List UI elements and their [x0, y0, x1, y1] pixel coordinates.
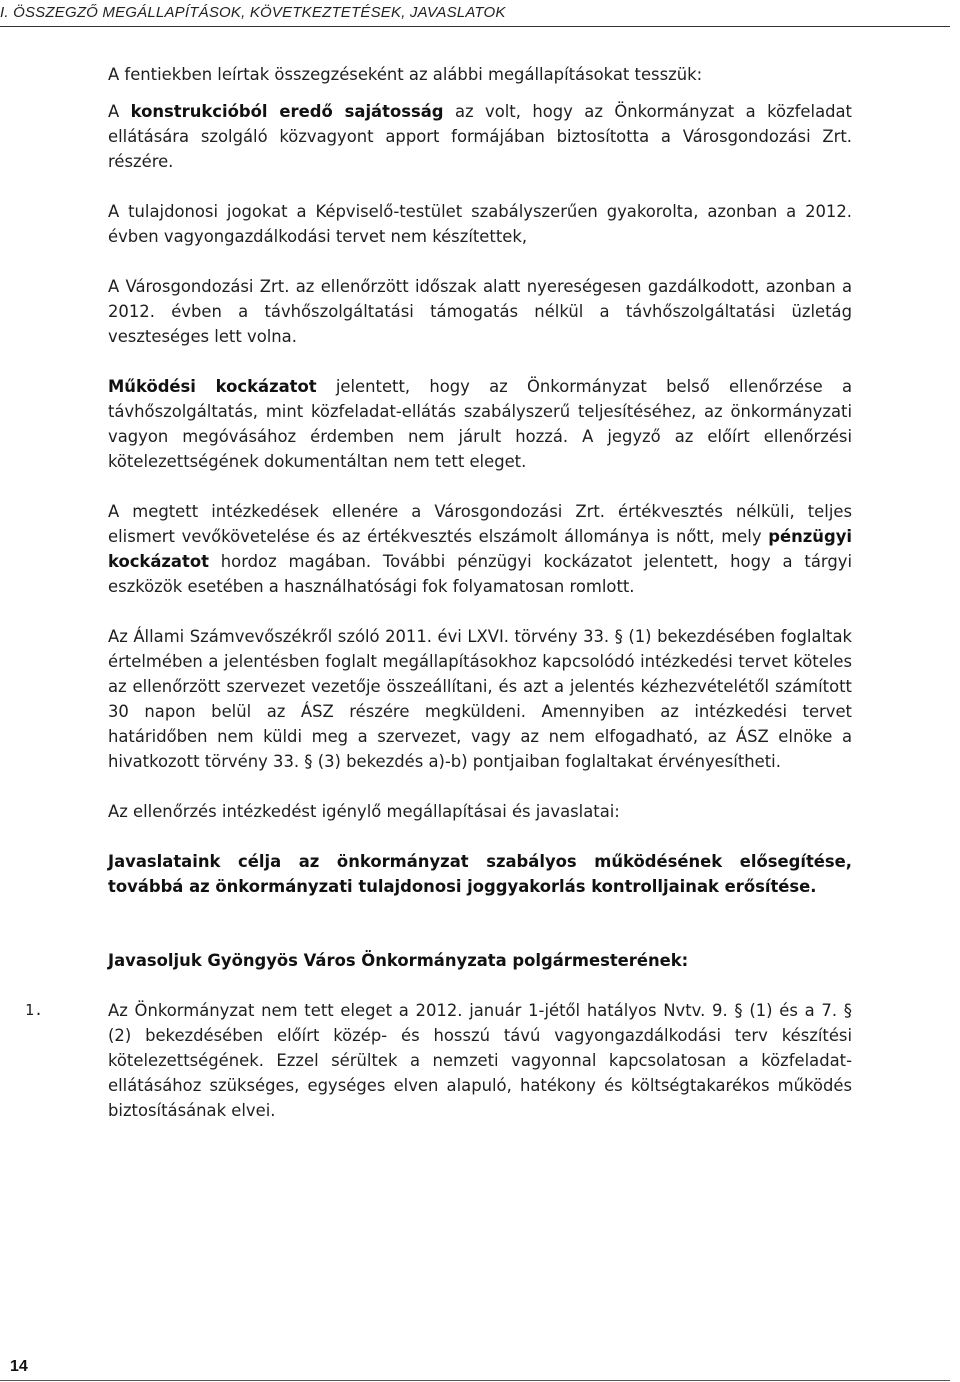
header-divider: [0, 26, 950, 27]
page-number: 14: [10, 1358, 28, 1375]
legal-basis-paragraph: Az Állami Számvevőszékről szóló 2011. évi LXVI. törvény 33. § (1) bekezdésében foglaltak értelmében a jelentésben foglalt megállapításokhoz kapcsolódó intézkedési tervet köteles az ellenőrzött szervezet vezetője összeállítani, és azt a jelentés kézhezvételétől számított 30 napon belül az ÁSZ részére megküldeni. Amennyiben az intézkedési tervet határidőben nem küldi meg a szervezet, vagy az nem elfogadható, az ÁSZ elnöke a hivatkozott törvény 33. § (3) bekezdés a)-b) pontjaiban foglaltakat érvényesítheti.: [108, 627, 852, 771]
construction-paragraph: [108, 99, 852, 174]
construction-text: az volt, hogy az Önkormányzat a közfeladat ellátására szolgáló közvagyont apport formájában biztosította a Városgondozási Zrt. részére.: [108, 102, 852, 171]
recommendations-addressee: Javasoljuk Gyöngyös Város Önkormányzata polgármesterének:: [108, 951, 689, 970]
ownership-paragraph: A tulajdonosi jogokat a Képviselő-testület szabályszerűen gyakorolta, azonban a 2012. évben vagyongazdálkodási tervet nem készítettek,: [108, 202, 852, 246]
financial-risk-text: hordoz magában. További pénzügyi kockázatot jelentett, hogy a tárgyi eszközök esetében a használhatósági fok folyamatosan romlott.: [108, 552, 852, 596]
findings-intro-paragraph: Az ellenőrzés intézkedést igénylő megállapításai és javaslatai:: [108, 802, 620, 821]
section-header: I. ÖSSZEGZŐ MEGÁLLAPÍTÁSOK, KÖVETKEZTETÉSEK, JAVASLATOK: [0, 4, 506, 21]
recommendation-number: 1.: [25, 1001, 44, 1019]
construction-highlight: konstrukcióból eredő sajátosság: [130, 102, 444, 121]
financial-risk-paragraph: [108, 499, 852, 599]
operational-risk-highlight: Működési kockázatot: [108, 377, 317, 396]
recommendation-item: [25, 998, 852, 1123]
profitability-paragraph: A Városgondozási Zrt. az ellenőrzött időszak alatt nyereségesen gazdálkodott, azonban a 2012. évben a távhőszolgáltatási támogatás nélkül a távhőszolgáltatási üzletág veszteséges lett volna.: [108, 277, 852, 346]
financial-risk-highlight: pénzügyi kockázatot: [108, 527, 852, 571]
document-body: [25, 62, 853, 1123]
recommendations-goal-paragraph: Javaslataink célja az önkormányzat szabályos működésének elősegítése, továbbá az önkormányzati tulajdonosi joggyakorlás kontrolljainak erősítése.: [108, 852, 852, 896]
financial-risk-lead: A megtett intézkedések ellenére a Városgondozási Zrt. értékvesztés nélküli, teljes elismert vevőkövetelése és az értékvesztés elszámolt állománya is nőtt, mely: [108, 502, 852, 546]
intro-paragraph: A fentiekben leírtak összegzéseként az alábbi megállapításokat tesszük:: [108, 65, 703, 84]
recommendation-text: Az Önkormányzat nem tett eleget a 2012. január 1-jétől hatályos Nvtv. 9. § (1) és a 7. § (2) bekezdésében előírt közép- és hosszú távú vagyongazdálkodási terv készítési kötelezettségének. Ezzel sérültek a nemzeti vagyonnal kapcsolatosan a közfeladat-ellátásához szükséges, egységes elven alapuló, hatékony és költségtakarékos működés biztosításának elvei.: [108, 1001, 852, 1120]
construction-lead: A: [108, 102, 131, 121]
footer-divider: [0, 1380, 950, 1381]
operational-risk-paragraph: [108, 374, 852, 474]
operational-risk-text: jelentett, hogy az Önkormányzat belső ellenőrzése a távhőszolgáltatás, mint közfeladat-ellátás szabályszerű teljesítéséhez, az önkormányzati vagyon megóvásához érdemben nem járult hozzá. A jegyző az előírt ellenőrzési kötelezettségének dokumentáltan nem tett eleget.: [108, 377, 853, 471]
